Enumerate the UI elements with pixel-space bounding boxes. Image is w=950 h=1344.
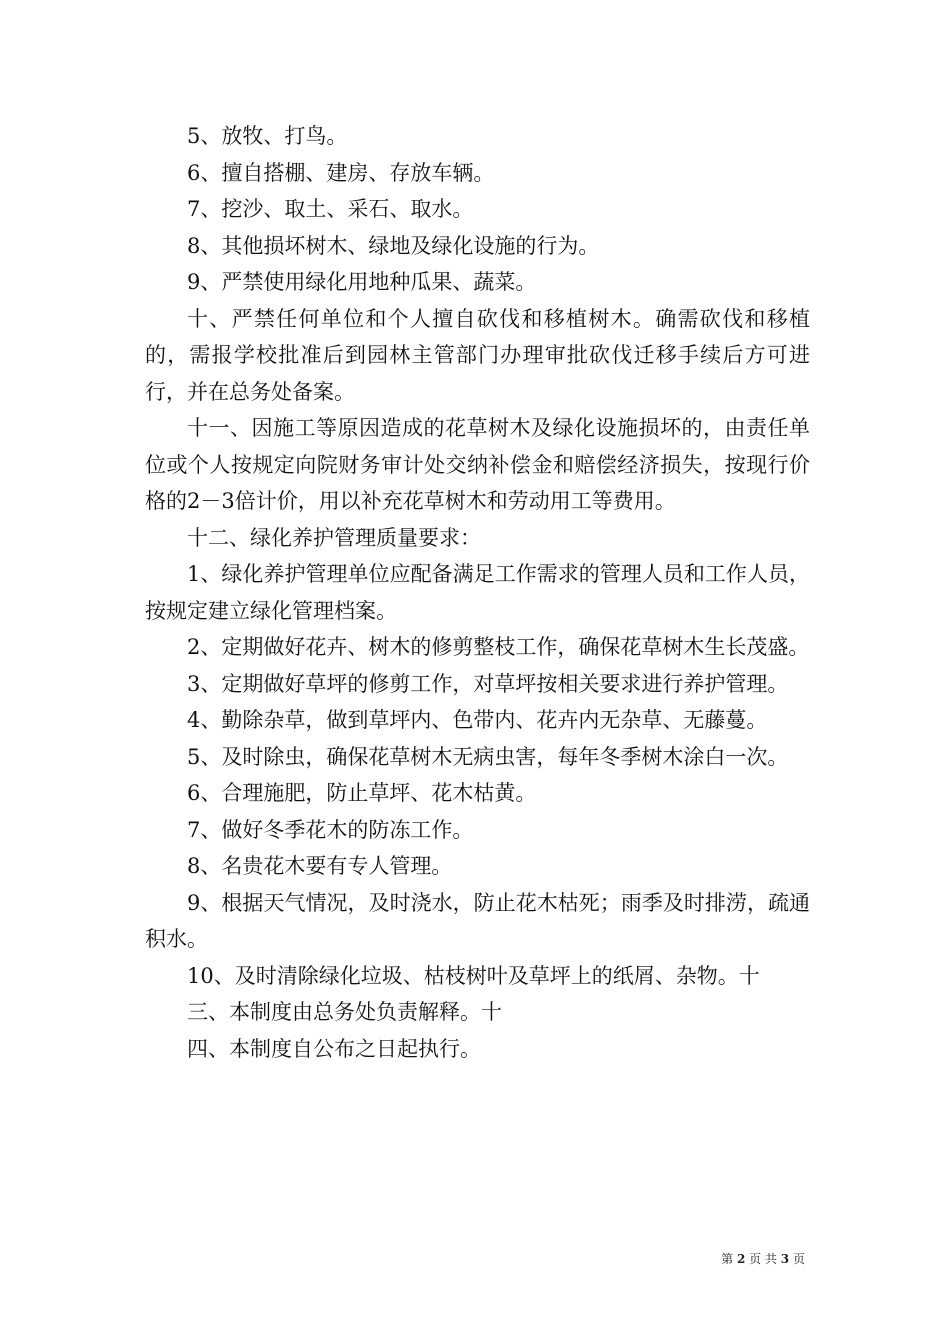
paragraph-requirement-3: 3、定期做好草坪的修剪工作，对草坪按相关要求进行养护管理。 [187, 671, 789, 696]
paragraph-clause-13: 三、本制度由总务处负责解释。十 [187, 1000, 502, 1024]
paragraph-item-8: 8、其他损坏树木、绿地及绿化设施的行为。 [187, 233, 600, 258]
footer-suffix: 页 [792, 1252, 805, 1266]
paragraph-item-7: 7、挖沙、取土、采石、取水。 [187, 197, 474, 221]
paragraph-clause-14: 四、本制度自公布之日起执行。 [187, 1036, 481, 1061]
paragraph-requirement-10: 10、及时清除绿化垃圾、枯枝树叶及草坪上的纸屑、杂物。十 [187, 963, 760, 988]
paragraph-clause-12-heading: 十二、绿化养护管理质量要求： [187, 525, 481, 550]
paragraph-requirement-9: 9、根据天气情况，及时浇水，防止花木枯死；雨季及时排涝，疏通积水。 [145, 890, 810, 951]
paragraph-requirement-4: 4、勤除杂草，做到草坪内、色带内、花卉内无杂草、无藤蔓。 [187, 708, 768, 732]
paragraph-item-5: 5、放牧、打鸟。 [187, 124, 348, 148]
paragraph-requirement-1: 1、绿化养护管理单位应配备满足工作需求的管理人员和工作人员，按规定建立绿化管理档案。 [145, 562, 810, 623]
paragraph-clause-11: 十一、因施工等原因造成的花草树木及绿化设施损坏的，由责任单位或个人按规定向院财务审计处交纳补偿金和赔偿经济损失，按现行价格的2－3倍计价，用以补充花草树木和劳动用工等费用。 [145, 416, 810, 513]
paragraph-requirement-8: 8、名贵花木要有专人管理。 [187, 854, 453, 878]
paragraph-requirement-7: 7、做好冬季花木的防冻工作。 [187, 817, 474, 842]
paragraph-clause-10: 十、严禁任何单位和个人擅自砍伐和移植树木。确需砍伐和移植的，需报学校批准后到园林主管部门办理审批砍伐迁移手续后方可进行，并在总务处备案。 [145, 306, 810, 404]
footer-current-page: 2 [736, 1252, 746, 1266]
footer-total-pages: 3 [780, 1252, 790, 1266]
page-footer [721, 1250, 805, 1267]
document-body [145, 118, 810, 1067]
paragraph-item-6: 6、擅自搭棚、建房、存放车辆。 [187, 160, 495, 185]
footer-prefix: 第 [721, 1252, 734, 1266]
paragraph-requirement-2: 2、定期做好花卉、树木的修剪整枝工作，确保花草树木生长茂盛。 [187, 635, 810, 659]
paragraph-requirement-6: 6、合理施肥，防止草坪、花木枯黄。 [187, 781, 537, 805]
footer-middle: 页 共 [749, 1252, 777, 1266]
paragraph-requirement-5: 5、及时除虫，确保花草树木无病虫害，每年冬季树木涂白一次。 [187, 744, 789, 769]
paragraph-item-9: 9、严禁使用绿化用地种瓜果、蔬菜。 [187, 270, 537, 294]
